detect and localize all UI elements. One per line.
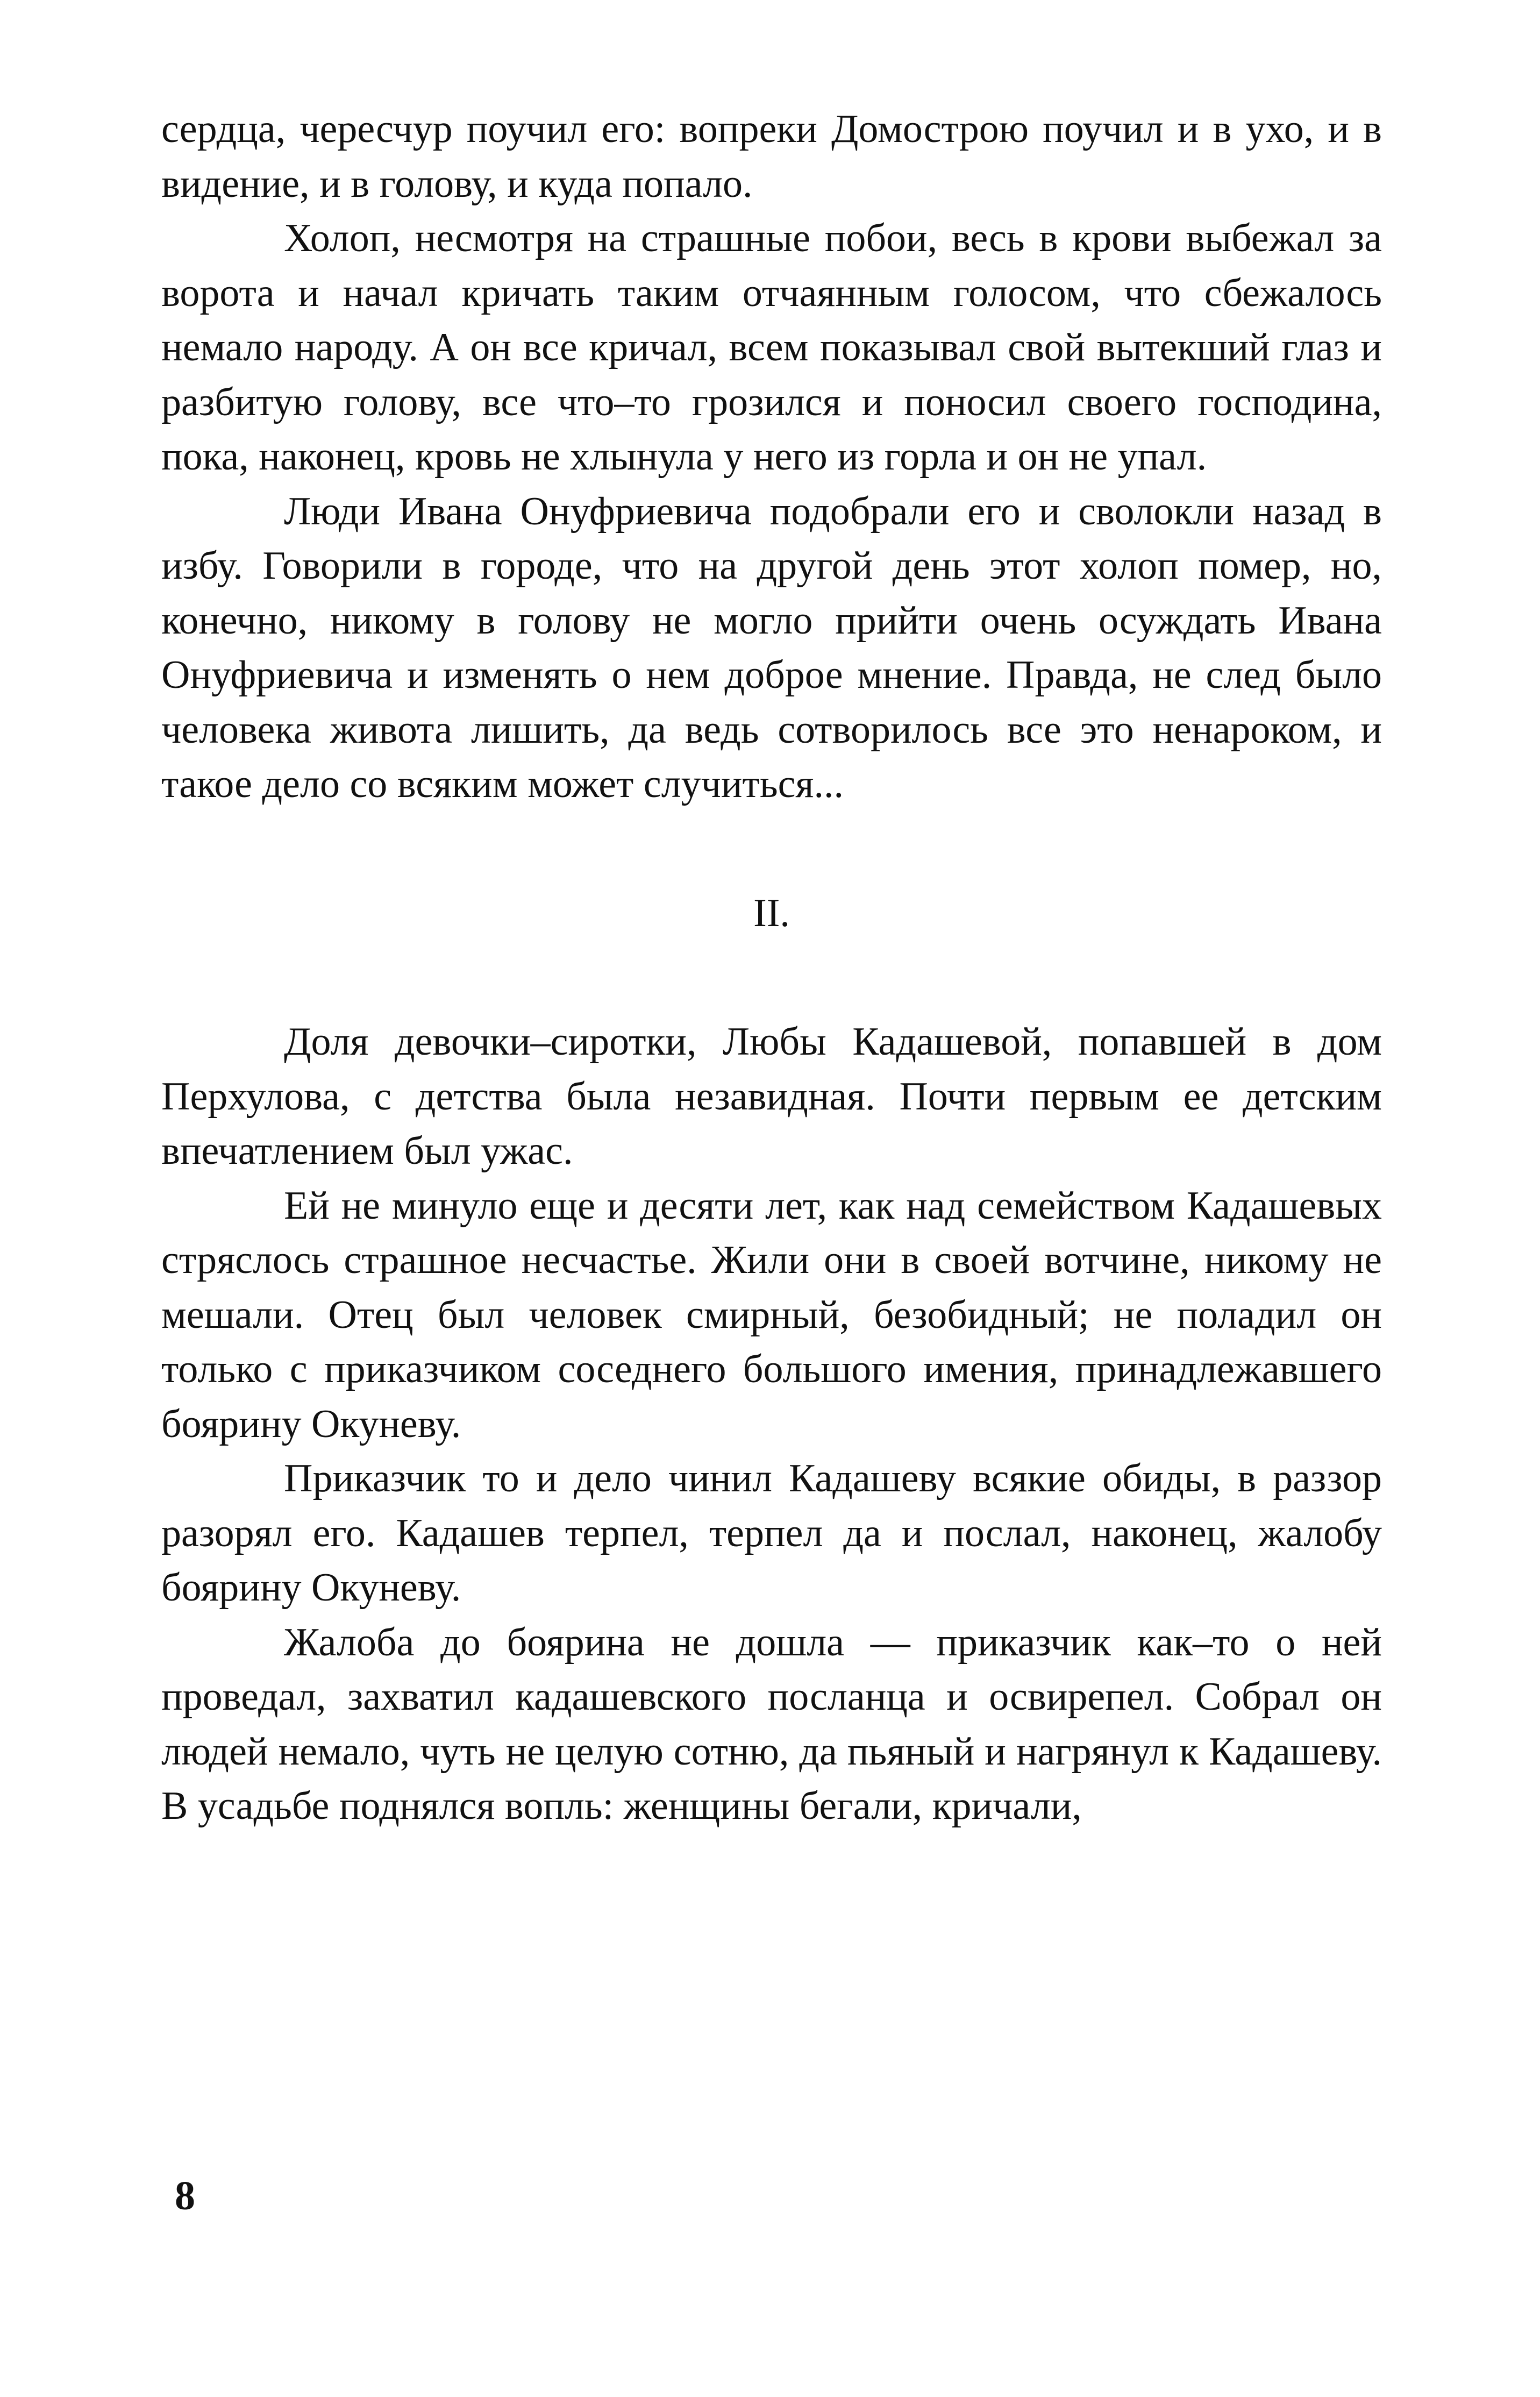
- paragraph-7: Жалоба до боярина не дошла — приказчик как–то о ней проведал, захватил кадашевского посланца и освирепел. Собрал он людей немало, чуть не целую сотню, да пьяный и нагрянул к Кадашеву. В усадьбе поднялся вопль: женщины бегали, кричали,: [161, 1620, 1382, 1828]
- page-number: 8: [175, 2173, 195, 2218]
- paragraph-1: сердца, чересчур поучил его: вопреки Домострою поучил и в ухо, и в видение, и в голову, и куда попало.: [161, 107, 1382, 206]
- section-heading: II.: [753, 891, 790, 935]
- paragraph-5: Ей не минуло еще и десяти лет, как над семейством Кадашевых стряслось страшное несчастье. Жили они в своей вотчине, никому не мешали. Отец был человек смирный, безобидный; не поладил он только с приказчиком соседнего большого имения, принадлежавшего боярину Окуневу.: [161, 1183, 1382, 1446]
- paragraph-2: Холоп, несмотря на страшные побои, весь в крови выбежал за ворота и начал кричать таким отчаянным голосом, что сбежалось немало народу. А он все кричал, всем показывал свой вытекший глаз и разбитую голову, все что–то грозился и поносил своего господина, пока, наконец, кровь не хлынула у него из горла и он не упал.: [161, 216, 1382, 479]
- book-page-text: [161, 102, 1382, 1834]
- paragraph-4: Доля девочки–сиротки, Любы Кадашевой, попавшей в дом Перхулова, с детства была незавидная. Почти первым ее детским впечатлением был ужас.: [161, 1020, 1382, 1173]
- paragraph-6: Приказчик то и дело чинил Кадашеву всякие обиды, в раззор разорял его. Кадашев терпел, терпел да и послал, наконец, жалобу боярину Окуневу.: [161, 1456, 1382, 1610]
- paragraph-3: Люди Ивана Онуфриевича подобрали его и сволокли назад в избу. Говорили в городе, что на другой день этот холоп помер, но, конечно, никому в голову не могло прийти очень осуждать Ивана Онуфриевича и изменять о нем доброе мнение. Правда, не след было человека живота лишить, да ведь сотворилось все это ненароком, и такое дело со всяким может случиться...: [161, 489, 1382, 806]
